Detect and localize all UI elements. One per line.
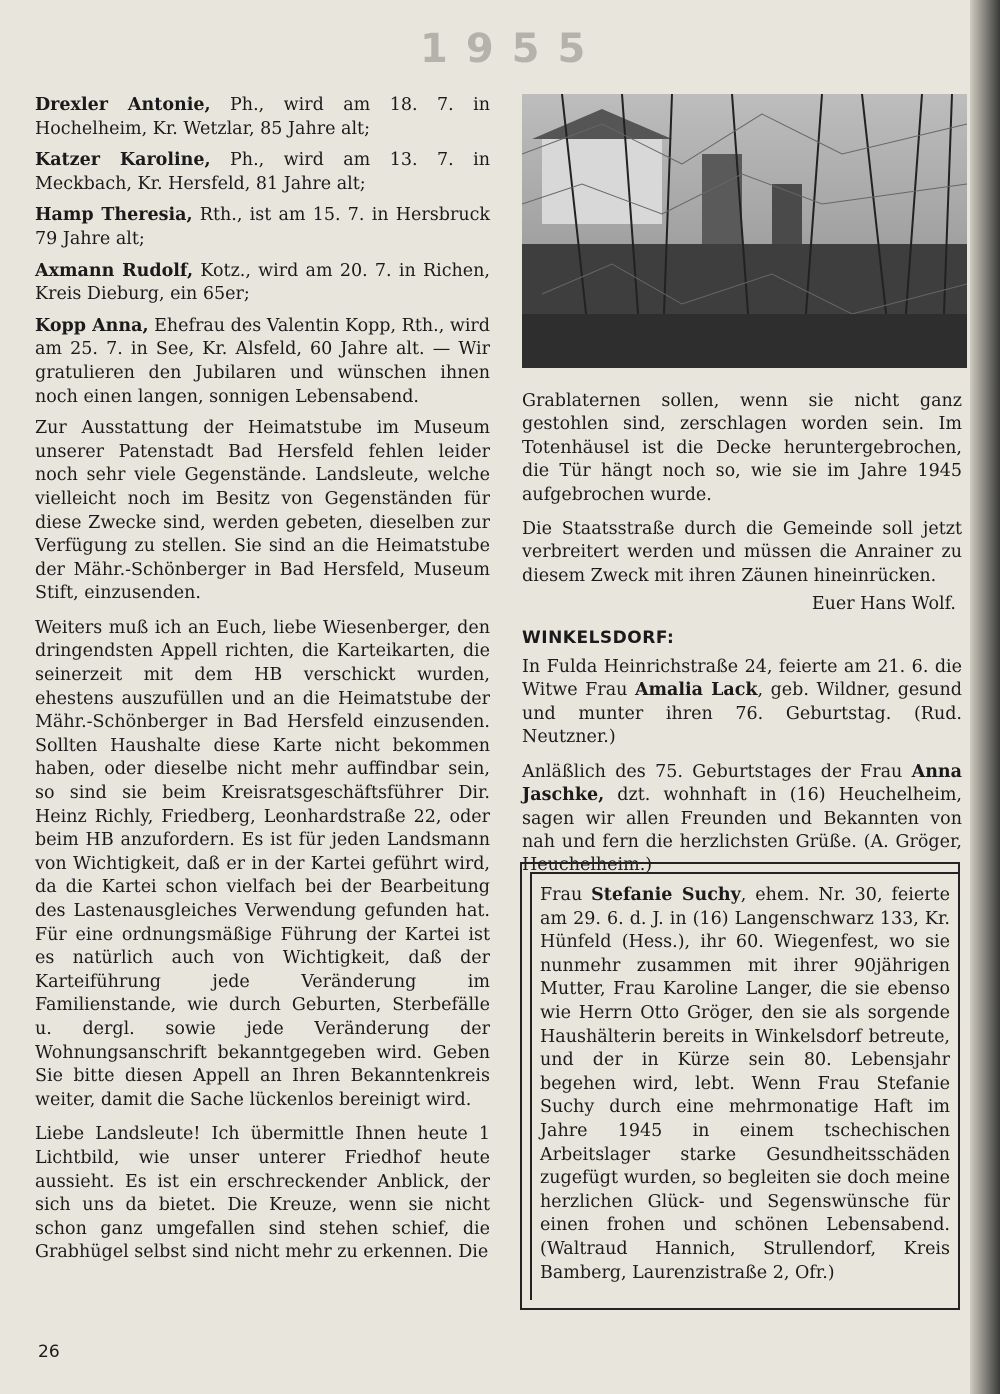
birthday-text: Kotz., wird am 20. 7. in Richen, Kreis Dieburg, ein 65er; [35,260,490,305]
text-span: Frau [540,885,592,905]
boxed-notice [520,862,960,1310]
birthday-text: Ph., wird am 13. 7. in Meckbach, Kr. Hersfeld, 81 Jahre alt; [35,150,490,194]
paragraph-lanterns: Grablaternen sollen, wenn sie nicht ganz gestohlen sind, zerschlagen worden sein. Im Totenhäusel ist die Decke heruntergebrochen, die Tür hängt noch so, wie sie im Jahre 1945 aufgebrochen wurde. [522,391,962,505]
birthday-entry [35,260,490,307]
cemetery-photo-image [522,94,967,368]
year-stamp: 1955 [420,26,604,72]
person-name: Stefanie Suchy [591,885,741,905]
birthday-name: Katzer Karoline, [35,150,211,171]
text-span: Anläßlich des 75. Geburtstages der Frau [522,761,912,782]
text-span: , ehem. Nr. 30, feierte am 29. 6. d. J. in (16) Langenschwarz 133, Kr. Hünfeld (Hess.), ihr 60. Wiegenfest, wo sie nunmehr zusammen mit ihrer 90jährigen Mutter, Frau Karoline Langer, die sie ebenso wie Herrn Otto Gröger, den sie als sorgende Haushälterin bereits in Winkelsdorf betreute, und der in Kürze sein 80. Lebensjahr begehen wird, lebt. Wenn Frau Stefanie Suchy durch eine mehrmonatige Haft im Jahre 1945 in einem tschechischen Arbeitslager starke Gesundheitsschäden zugefügt wurden, so begleiten sie doch meine herzlichen Glück- und Segenswünsche für einen frohen und schönen Lebensabend. (Waltraud Hannich, Strullendorf, Kreis Bamberg, Laurenzistraße 2, Ofr.) [540,885,950,1283]
text-span: dzt. wohnhaft in (16) Heuchelheim, sagen wir allen Freunden und Bekannten von nah und fern die herzlichsten Grüße. (A. Gröger, Heuchelheim.) [522,785,962,876]
birthday-name: Kopp Anna, [35,315,149,336]
text-span: , geb. Wildner, gesund und munter ihren 76. Geburtstag. (Rud. Neutzner.) [522,680,962,748]
paragraph-museum: Zur Ausstattung der Heimatstube im Museum unserer Patenstadt Bad Hersfeld fehlen leider noch sehr viele Gegenstände. Landsleute, welche vielleicht noch im Besitz von Gegenständen für diese Zwecke sind, werden gebeten, dieselben zur Verfügung zu stellen. Sie sind an die Heimatstube der Mähr.-Schönberger in Bad Hersfeld, Museum Stift, einzusenden. [35,418,490,604]
birthday-text: Ph., wird am 18. 7. in Hochelheim, Kr. Wetzlar, 85 Jahre alt; [35,95,490,139]
signature: Euer Hans Wolf. [811,594,956,615]
paragraph-road: Die Staatsstraße durch die Gemeinde soll jetzt verbreitert werden und müssen die Anrainer zu diesem Zweck mit ihren Zäunen hineinrücken. [522,519,962,586]
paragraph-appeal: Weiters muß ich an Euch, liebe Wiesenberger, den dringendsten Appell richten, die Karteikarten, die seinerzeit mit dem HB verschickt wurden, ehestens auszufüllen und an die Heimatstube der Mähr.-Schönberger in Bad Hersfeld einzusenden. Sollten Haushalte diese Karte nicht bekommen haben, oder dieselbe nicht mehr auffindbar sein, so sind sie beim Kreisratsgeschäftsführer Dir. Heinz Richly, Friedberg, Leonhardstraße 22, oder beim HB anzufordern. Es ist für jeden Landsmann von Wichtigkeit, daß er in der Kartei geführt wird, da die Kartei schon vielfach bei der Bearbeitung des Lastenausgleiches Verwendung gefunden hat. Für eine ordnungsmäßige Führung der Kartei ist es natürlich auch von Wichtigkeit, daß der Karteiführung jede Veränderung im Familienstande, wie durch Geburten, Sterbefälle u. dergl. sowie jede Veränderung der Wohnungsanschrift bekanntgegeben wird. Geben Sie bitte diesen Appell an Ihren Bekanntenkreis weiter, damit die Sache lückenlos bereinigt wird. [35,617,490,1110]
paragraph-photo: Liebe Landsleute! Ich übermittle Ihnen heute 1 Lichtbild, wie unser unterer Friedhof heute aussieht. Es ist ein erschreckender Anblick, der sich uns da bietet. Die Kreuze, wenn sie nicht schon ganz umgefallen sind stehen schief, die Grabhügel selbst sind nicht mehr zu erkennen. Die [35,1124,490,1263]
left-column [35,94,490,1276]
birthday-text: Ehefrau des Valentin Kopp, Rth., wird am 25. 7. in See, Kr. Alsfeld, 60 Jahre alt. — Wir gratulieren den Jubilaren und wünschen ihnen noch einen langen, sonnigen Lebensabend. [35,315,490,407]
boxed-notice-text [530,872,958,1300]
birthday-name: Drexler Antonie, [35,95,211,115]
birthday-entry [35,204,490,251]
birthday-entry [35,149,490,196]
birthday-name: Hamp Theresia, [35,205,193,226]
person-name: Anna Jaschke, [522,761,962,806]
text-span: In Fulda Heinrichstraße 24, feierte am 21. 6. die Witwe Frau [522,657,962,701]
paragraph-jaschke [522,761,962,878]
birthday-entry [35,94,490,141]
right-column [522,390,962,889]
birthday-entry [35,315,490,409]
section-heading-winkelsdorf: WINKELSDORF: [522,627,675,648]
birthday-text: Rth., ist am 15. 7. in Hersbruck 79 Jahre alt; [35,205,490,249]
person-name: Amalia Lack [634,680,758,701]
page-edge-shadow [970,0,1000,1394]
page-number: 26 [38,1342,60,1362]
birthday-name: Axmann Rudolf, [35,260,194,281]
paragraph-fulda [522,656,962,750]
cemetery-photo [522,94,967,368]
